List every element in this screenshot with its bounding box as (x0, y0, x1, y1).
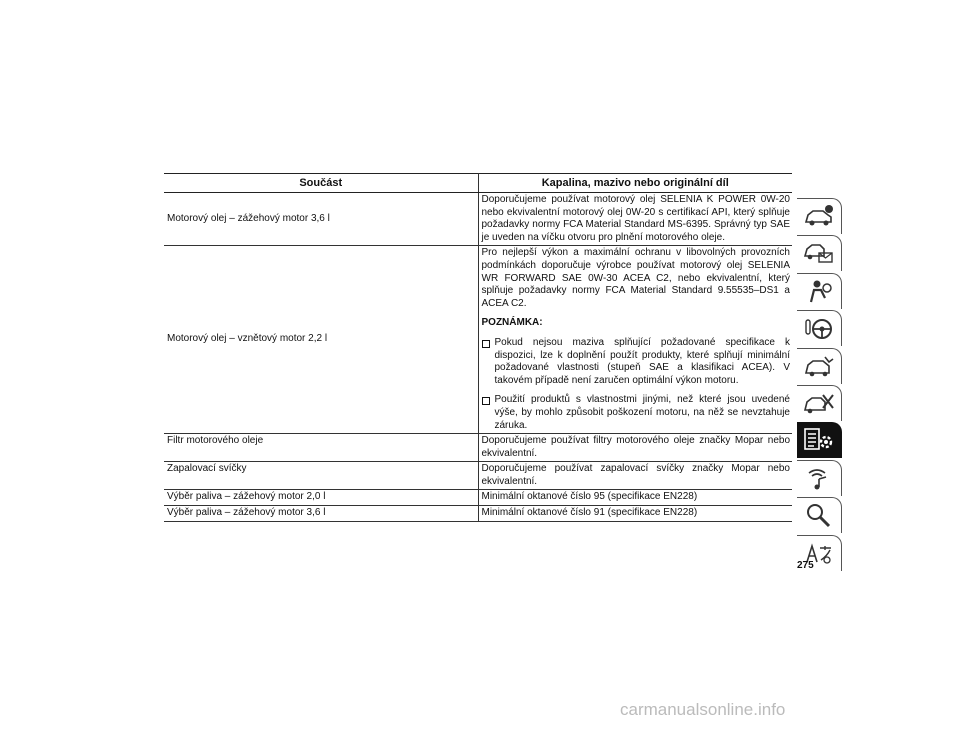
row-part: Zapalovací svíčky (164, 462, 478, 490)
table-row (164, 462, 792, 490)
watermark: carmanualsonline.info (620, 700, 786, 719)
row-description: Doporučujeme používat zapalovací svíčky značky Mopar nebo ekvivalentní. (478, 462, 792, 490)
tab-car-tools[interactable] (797, 385, 842, 421)
bullet-box-icon (482, 340, 490, 348)
magnifier-icon (803, 502, 835, 528)
tab-steering[interactable] (797, 310, 842, 346)
table-row (164, 434, 792, 462)
note-bullet-text: Použití produktů s vlastnostmi jinými, než které jsou uvedené výše, by mohlo způsobit poškození motoru, na něž se nevztahuje záruka. (494, 394, 790, 431)
note-title: POZNÁMKA: (481, 317, 543, 329)
car-crash-icon (803, 353, 835, 379)
tab-car-crash[interactable] (797, 348, 842, 384)
airbag-person-icon (803, 278, 835, 304)
table-header-row (164, 174, 792, 193)
header-fluid: Kapalina, mazivo nebo originální díl (478, 174, 792, 193)
car-mail-icon (803, 240, 835, 266)
tab-car-info[interactable] (797, 198, 842, 234)
spec-list-gear-icon (803, 427, 835, 453)
table-row (164, 490, 792, 506)
row-description: Doporučujeme používat filtry motorového oleje značky Mopar nebo ekvivalentní. (478, 434, 792, 462)
row-description-text: Pro nejlepší výkon a maximální ochranu v libovolných provozních podmínkách doporučuje výrobce používat motorový olej SELENIA WR FORWARD SAE 0W-30 ACEA C2, nebo ekvivalentní, který splňuje požadavky normy FCA Material Standard 9.55535–DS1 a ACEA C2. (481, 247, 790, 309)
row-part: Výběr paliva – zážehový motor 2,0 l (164, 490, 478, 506)
car-info-icon (803, 203, 835, 229)
music-media-icon (803, 465, 835, 491)
page-number: 275 (797, 560, 814, 571)
row-description: Minimální oktanové číslo 95 (specifikace EN228) (478, 490, 792, 506)
tab-search[interactable] (797, 497, 842, 533)
tab-media[interactable] (797, 460, 842, 496)
tab-car-mail[interactable] (797, 235, 842, 271)
specification-table (164, 173, 792, 522)
tab-airbag[interactable] (797, 273, 842, 309)
car-tools-icon (803, 390, 835, 416)
table-row (164, 193, 792, 246)
tab-specifications[interactable] (797, 422, 842, 458)
note-bullet (482, 394, 791, 432)
note-bullet-text: Pokud nejsou maziva splňující požadované specifikace k dispozici, lze k doplnění použít produkty, které splňují minimální požadované vlastnosti (stupeň SAE a klasifikaci ACEA). V takovém případě není zaručen optimální výkon motoru. (494, 336, 790, 386)
table-row (164, 246, 792, 434)
chapter-tabs (797, 198, 843, 572)
row-description (478, 246, 792, 434)
header-part: Součást (164, 174, 478, 193)
row-part: Výběr paliva – zážehový motor 3,6 l (164, 506, 478, 522)
note-bullet (482, 337, 791, 387)
row-part: Motorový olej – zážehový motor 3,6 l (164, 193, 478, 246)
row-part: Motorový olej – vznětový motor 2,2 l (164, 246, 478, 434)
bullet-box-icon (482, 397, 490, 405)
row-description: Doporučujeme používat motorový olej SELENIA K POWER 0W-20 nebo ekvivalentní motorový olej 0W-20 s certifikací API, který splňuje požadavky normy FCA Material Standard MS-6395. Správný typ SAE je uveden na víčku otvoru pro plnění motorového oleje. (478, 193, 792, 246)
row-part: Filtr motorového oleje (164, 434, 478, 462)
steering-wheel-icon (803, 315, 835, 341)
row-description: Minimální oktanové číslo 91 (specifikace EN228) (478, 506, 792, 522)
table-row (164, 506, 792, 522)
